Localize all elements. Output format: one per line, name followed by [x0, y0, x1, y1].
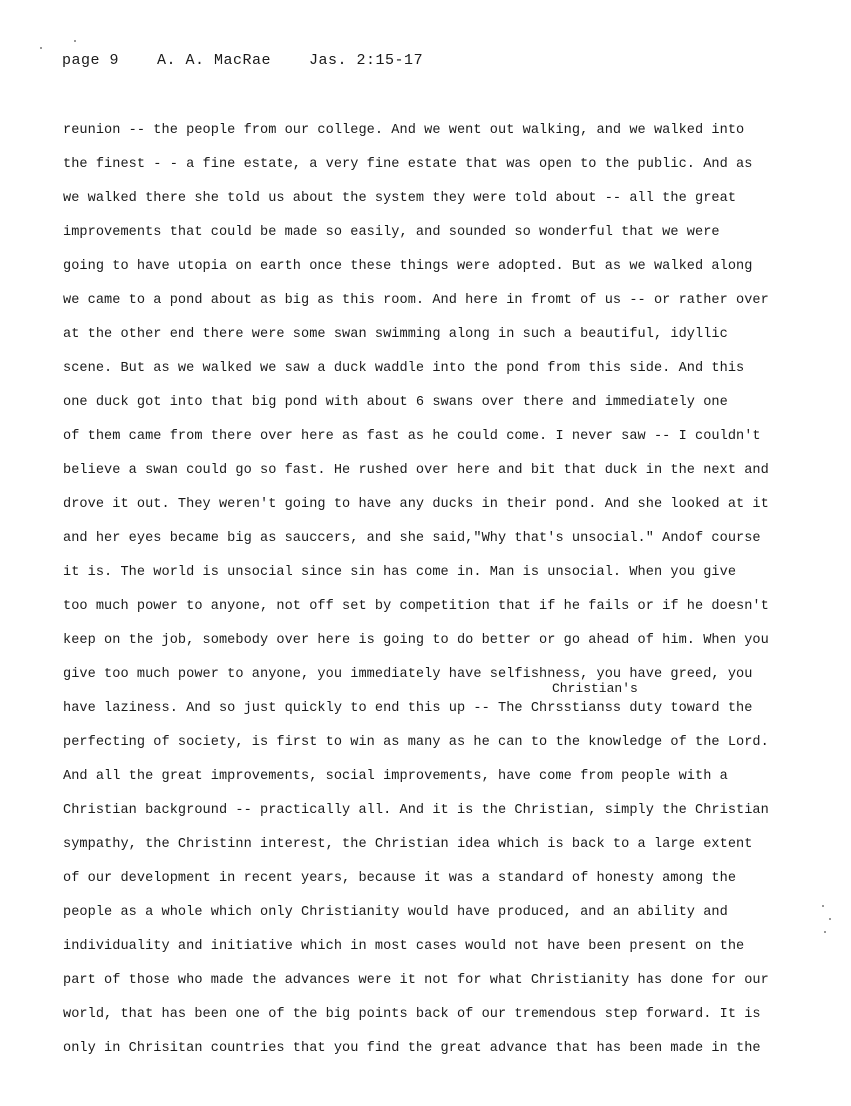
text-line: at the other end there were some swan swimming along in such a beautiful, idyllic [63, 327, 728, 342]
text-line: world, that has been one of the big points back of our tremendous step forward. It is [63, 1007, 761, 1022]
text-line: drove it out. They weren't going to have any ducks in their pond. And she looked at it [63, 497, 769, 512]
text-line: give too much power to anyone, you immediately have selfishness, you have greed, you [63, 667, 753, 682]
page-header [62, 52, 461, 69]
text-line: part of those who made the advances were it not for what Christianity has done for our [63, 973, 769, 988]
page-number: page 9 [62, 52, 120, 69]
scan-speck [824, 931, 826, 933]
text-line: we walked there she told us about the system they were told about -- all the great [63, 191, 737, 206]
text-line: believe a swan could go so fast. He rushed over here and bit that duck in the next and [63, 463, 769, 478]
scan-speck [822, 905, 824, 907]
text-line: sympathy, the Christinn interest, the Christian idea which is back to a large extent [63, 837, 753, 852]
interlinear-correction: Christian's [552, 681, 638, 696]
text-line: reunion -- the people from our college. And we went out walking, and we walked into [63, 123, 745, 138]
text-line: Christian background -- practically all. And it is the Christian, simply the Christian [63, 803, 769, 818]
transcript-body [63, 121, 813, 1073]
text-line: have laziness. And so just quickly to end this up -- The Chrsstianss duty toward the [63, 701, 753, 716]
text-line: one duck got into that big pond with about 6 swans over there and immediately one [63, 395, 728, 410]
text-line: and her eyes became big as sauccers, and she said,"Why that's unsocial." Andof course [63, 531, 761, 546]
text-line: And all the great improvements, social improvements, have come from people with a [63, 769, 728, 784]
text-line: individuality and initiative which in most cases would not have been present on the [63, 939, 745, 954]
scan-speck [74, 40, 76, 42]
text-line: only in Chrisitan countries that you find the great advance that has been made in the [63, 1041, 761, 1056]
scan-speck [40, 47, 42, 49]
author-name: A. A. MacRae [157, 52, 272, 69]
text-line: perfecting of society, is first to win as many as he can to the knowledge of the Lord. [63, 735, 769, 750]
text-line: of our development in recent years, because it was a standard of honesty among the [63, 871, 737, 886]
text-line: improvements that could be made so easily, and sounded so wonderful that we were [63, 225, 720, 240]
text-line: keep on the job, somebody over here is going to do better or go ahead of him. When you [63, 633, 769, 648]
text-line: too much power to anyone, not off set by competition that if he fails or if he doesn't [63, 599, 769, 614]
text-line: it is. The world is unsocial since sin has come in. Man is unsocial. When you give [63, 565, 737, 580]
text-line: scene. But as we walked we saw a duck waddle into the pond from this side. And this [63, 361, 745, 376]
text-line: people as a whole which only Christianity would have produced, and an ability and [63, 905, 728, 920]
text-line: of them came from there over here as fast as he could come. I never saw -- I couldn't [63, 429, 761, 444]
scan-speck [829, 918, 831, 920]
text-line: we came to a pond about as big as this room. And here in fromt of us -- or rather over [63, 293, 769, 308]
scripture-reference: Jas. 2:15-17 [309, 52, 424, 69]
text-line: the finest - - a fine estate, a very fine estate that was open to the public. And as [63, 157, 753, 172]
text-line: going to have utopia on earth once these things were adopted. But as we walked along [63, 259, 753, 274]
